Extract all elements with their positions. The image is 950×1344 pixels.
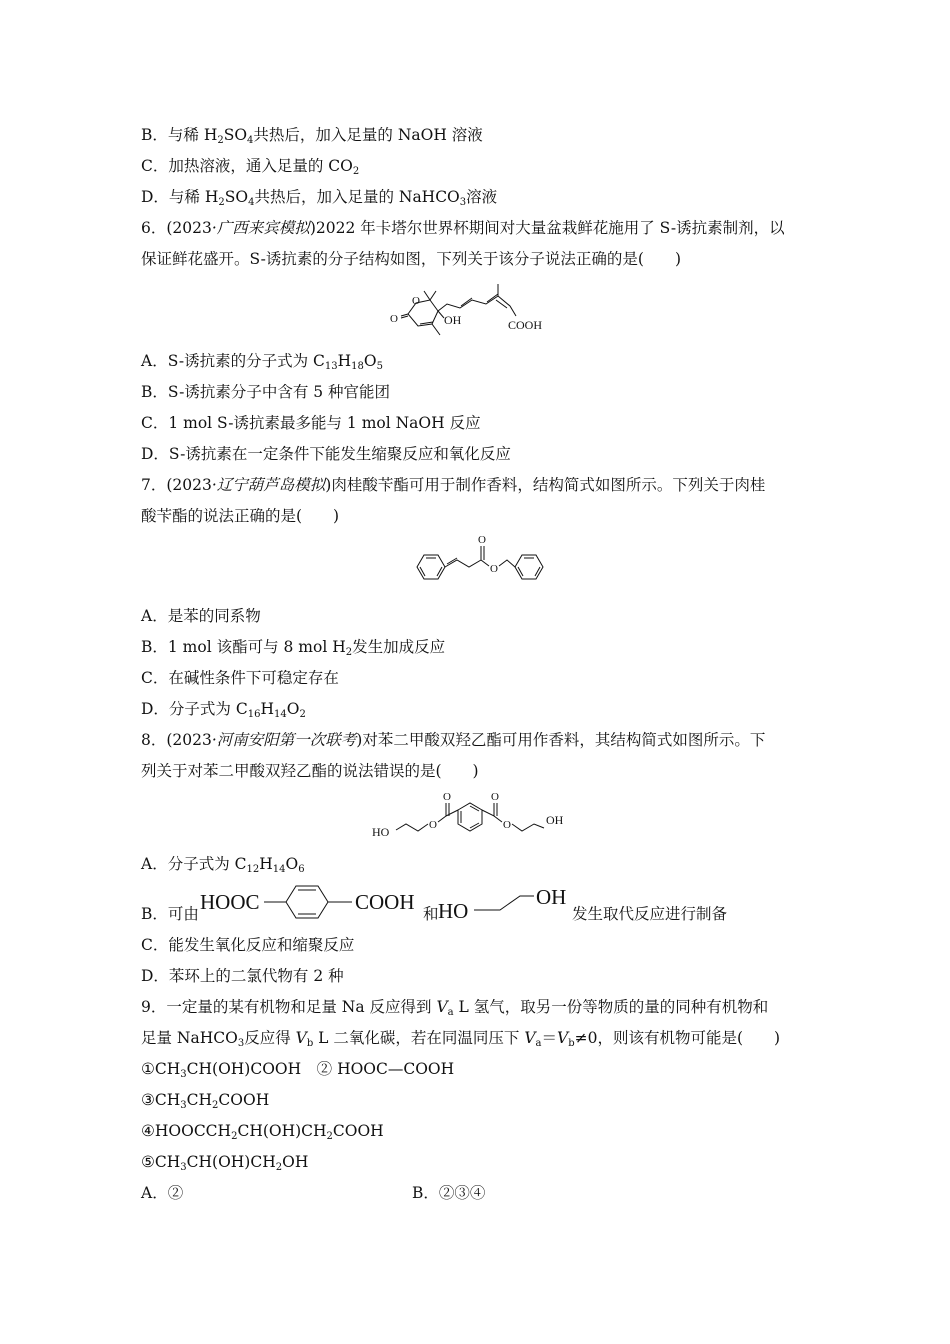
svg-text:O: O bbox=[478, 534, 486, 546]
q9-choice-4: $④HOOCCH_2CH(OH)CH_2COOH$ bbox=[141, 1122, 384, 1142]
q7-stem-line1: 7．(2023·辽宁葫芦岛模拟)肉桂酸苄酯可用于制作香料，结构简式如图所示。下列关于肉桂 bbox=[141, 476, 766, 494]
q9-option-a: A．② bbox=[141, 1184, 184, 1202]
q9-option-b: B．②③④ bbox=[412, 1184, 486, 1202]
s-abscisic-acid-structure bbox=[390, 278, 570, 340]
q9-choice-1-2: $①CH_3CH(OH)COOH$ ② HOOC—COOH bbox=[141, 1060, 455, 1080]
q9-stem-line2: 足量 NaHCO$_3$反应得 $V_b$ L 二氧化碳，若在同温同压下 $V_a=V_b\ne 0$，则该有机物可能是( ) bbox=[141, 1029, 781, 1049]
q6-stem-line2: 保证鲜花盛开。S-诱抗素的分子结构如图，下列关于该分子说法正确的是( ) bbox=[141, 250, 682, 268]
q8-option-a: A．分子式为 $C_{12}H_{14}O_6$ bbox=[141, 855, 305, 875]
svg-text:COOH: COOH bbox=[355, 890, 415, 914]
svg-text:O: O bbox=[490, 563, 498, 575]
q8-option-b-prefix: B．可由 bbox=[141, 905, 199, 923]
q6-option-a: A．S-诱抗素的分子式为 $C_{13}H_{18}O_5$ bbox=[141, 352, 383, 372]
q8-option-b-and: 和 bbox=[423, 905, 439, 923]
q9-choice-5: $⑤CH_3CH(OH)CH_2OH$ bbox=[141, 1153, 309, 1173]
q6-option-d: D．S-诱抗素在一定条件下能发生缩聚反应和氧化反应 bbox=[141, 445, 511, 463]
q9-stem-line1: 9．一定量的某有机物和足量 Na 反应得到 $V_a$ L 氢气，取另一份等物质的量的同种有机物和 bbox=[141, 998, 769, 1018]
q7-stem-line2: 酸苄酯的说法正确的是( ) bbox=[141, 507, 340, 525]
benzyl-cinnamate-structure bbox=[410, 534, 548, 590]
q8-stem-line2: 列关于对苯二甲酸双羟乙酯的说法错误的是( ) bbox=[141, 762, 479, 780]
q8-option-b-suffix: 发生取代反应进行制备 bbox=[572, 905, 728, 923]
q6-option-c: C．1 mol S-诱抗素最多能与 1 mol NaOH 反应 bbox=[141, 414, 481, 432]
q8-option-d: D．苯环上的二氯代物有 2 种 bbox=[141, 967, 344, 985]
ethylene-glycol-structure bbox=[438, 880, 572, 924]
svg-text:HOOC: HOOC bbox=[200, 890, 260, 914]
svg-text:O: O bbox=[491, 791, 499, 803]
svg-text:HO: HO bbox=[438, 899, 469, 923]
svg-text:OH: OH bbox=[444, 313, 462, 327]
svg-text:O: O bbox=[412, 295, 420, 307]
q7-option-d: D．分子式为 $C_{16}H_{14}O_2$ bbox=[141, 700, 306, 720]
q7-option-a: A．是苯的同系物 bbox=[141, 607, 261, 625]
svg-text:O: O bbox=[503, 819, 511, 831]
q5-option-d: D．与稀 $H_2SO_4$共热后，加入足量的 NaHCO$_3$溶液 bbox=[141, 188, 498, 208]
q8-stem-line1: 8．(2023·河南安阳第一次联考)对苯二甲酸双羟乙酯可用作香料，其结构简式如图所示。下 bbox=[141, 731, 766, 749]
q9-choice-3: $③CH_3CH_2COOH$ bbox=[141, 1091, 270, 1111]
svg-text:HO: HO bbox=[372, 825, 390, 839]
q6-option-b: B．S-诱抗素分子中含有 5 种官能团 bbox=[141, 383, 391, 401]
svg-text:OH: OH bbox=[546, 813, 564, 827]
svg-text:COOH: COOH bbox=[508, 318, 543, 332]
q5-option-c: C．加热溶液，通入足量的 $CO_2$ bbox=[141, 157, 360, 177]
q8-option-c: C．能发生氧化反应和缩聚反应 bbox=[141, 936, 355, 954]
q5-option-b: B．与稀 $H_2SO_4$共热后，加入足量的 NaOH 溶液 bbox=[141, 126, 483, 146]
svg-text:OH: OH bbox=[536, 885, 567, 909]
q6-stem-line1: 6．(2023·广西来宾模拟)2022 年卡塔尔世界杯期间对大量盆栽鲜花施用了 S-诱抗素制剂，以 bbox=[141, 219, 785, 237]
terephthalic-acid-structure bbox=[200, 880, 422, 924]
svg-text:O: O bbox=[390, 313, 398, 325]
bis-hydroxyethyl-terephthalate-structure bbox=[372, 788, 578, 842]
svg-text:O: O bbox=[443, 791, 451, 803]
q7-option-b: B．1 mol 该酯可与 8 mol $H_2$发生加成反应 bbox=[141, 638, 446, 658]
q7-option-c: C．在碱性条件下可稳定存在 bbox=[141, 669, 339, 687]
svg-text:O: O bbox=[429, 819, 437, 831]
